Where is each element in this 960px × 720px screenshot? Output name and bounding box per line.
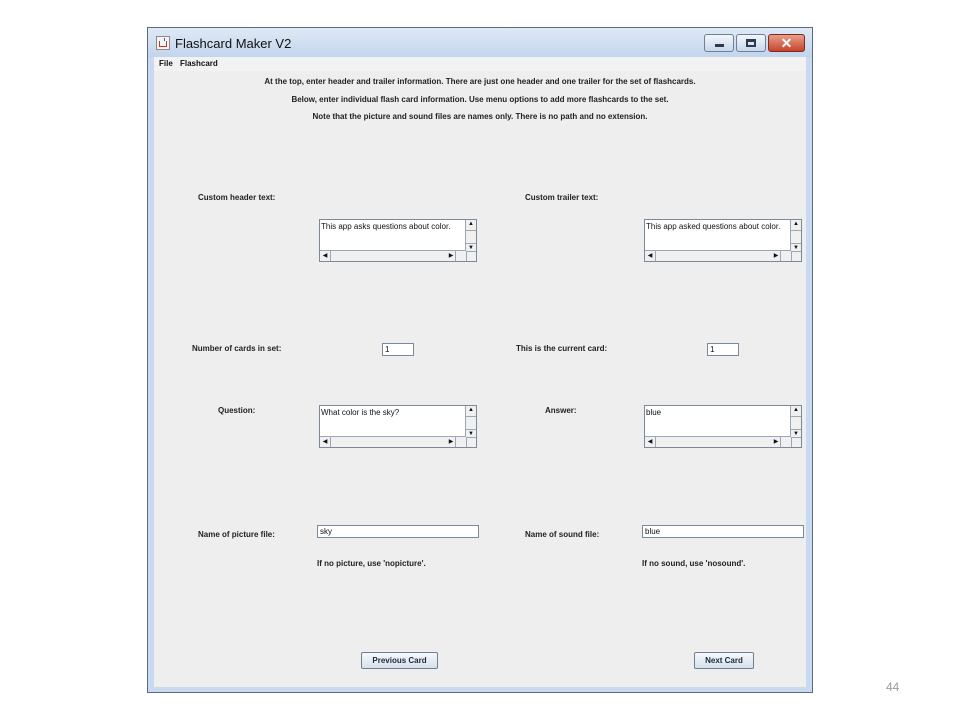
menu-file[interactable]: File [159, 59, 173, 68]
next-card-button[interactable]: Next Card [694, 652, 754, 669]
answer-text: blue [646, 408, 662, 417]
header-text: This app asks questions about color. [321, 222, 451, 231]
scroll-up-icon[interactable]: ▲ [793, 407, 799, 413]
instruction-line-2: Below, enter individual flash card information. Use menu options to add more flashcards to the set. [291, 95, 669, 104]
maximize-button[interactable] [736, 34, 766, 52]
trailer-textarea[interactable] [644, 219, 802, 262]
menu-flashcard[interactable]: Flashcard [180, 59, 218, 68]
instruction-line-3: Note that the picture and sound files are names only. There is no path and no extension. [312, 112, 648, 121]
header-label: Custom header text: [198, 193, 276, 202]
scroll-left-icon[interactable]: ◀ [322, 253, 328, 259]
scroll-up-icon[interactable]: ▲ [468, 221, 474, 227]
scroll-right-icon[interactable]: ▶ [448, 253, 454, 259]
close-button[interactable] [768, 34, 805, 52]
question-text: What color is the sky? [321, 408, 400, 417]
question-textarea[interactable] [319, 405, 477, 448]
scroll-left-icon[interactable]: ◀ [647, 253, 653, 259]
java-app-icon [156, 36, 170, 50]
vertical-scrollbar[interactable] [790, 220, 801, 252]
scroll-corner [791, 437, 801, 447]
minimize-icon [715, 44, 724, 47]
header-textarea[interactable] [319, 219, 477, 262]
window-title: Flashcard Maker V2 [175, 36, 292, 51]
vertical-scrollbar[interactable] [790, 406, 801, 438]
scroll-right-icon[interactable]: ▶ [773, 439, 779, 445]
instruction-line-1: At the top, enter header and trailer information. There are just one header and one trailer for the set of flashcards. [264, 77, 696, 86]
trailer-label: Custom trailer text: [525, 193, 599, 202]
answer-label: Answer: [545, 406, 577, 415]
vertical-scrollbar[interactable] [465, 406, 476, 438]
scroll-right-icon[interactable]: ▶ [448, 439, 454, 445]
question-label: Question: [218, 406, 256, 415]
scroll-down-icon[interactable]: ▼ [468, 431, 474, 437]
scroll-right-icon[interactable]: ▶ [773, 253, 779, 259]
scroll-left-icon[interactable]: ◀ [322, 439, 328, 445]
form-panel [154, 71, 806, 687]
trailer-text: This app asked questions about color. [646, 222, 781, 231]
scroll-left-icon[interactable]: ◀ [647, 439, 653, 445]
scroll-up-icon[interactable]: ▲ [793, 221, 799, 227]
maximize-icon [746, 39, 756, 47]
current-card-label: This is the current card: [516, 344, 608, 353]
scroll-down-icon[interactable]: ▼ [468, 245, 474, 251]
previous-card-button[interactable]: Previous Card [361, 652, 438, 669]
sound-file-field[interactable]: blue [642, 525, 804, 538]
horizontal-scrollbar[interactable] [320, 436, 466, 447]
vertical-scrollbar[interactable] [465, 220, 476, 252]
horizontal-scrollbar[interactable] [645, 250, 791, 261]
answer-textarea[interactable] [644, 405, 802, 448]
scroll-corner [791, 251, 801, 261]
scroll-corner [466, 437, 476, 447]
menu-bar [154, 57, 806, 71]
minimize-button[interactable] [704, 34, 734, 52]
horizontal-scrollbar[interactable] [645, 436, 791, 447]
title-bar[interactable] [148, 28, 812, 57]
close-icon: ✕ [780, 35, 793, 51]
scroll-corner [466, 251, 476, 261]
card-count-field[interactable]: 1 [382, 343, 414, 356]
scroll-up-icon[interactable]: ▲ [468, 407, 474, 413]
flashcard-maker-window [147, 27, 813, 693]
card-count-label: Number of cards in set: [192, 344, 282, 353]
picture-file-label: Name of picture file: [198, 530, 275, 539]
picture-file-field[interactable]: sky [317, 525, 479, 538]
slide-page-number: 44 [886, 680, 900, 694]
sound-file-label: Name of sound file: [525, 530, 600, 539]
scroll-down-icon[interactable]: ▼ [793, 431, 799, 437]
current-card-field[interactable]: 1 [707, 343, 739, 356]
scroll-down-icon[interactable]: ▼ [793, 245, 799, 251]
sound-hint: If no sound, use 'nosound'. [642, 559, 746, 568]
picture-hint: If no picture, use 'nopicture'. [317, 559, 426, 568]
horizontal-scrollbar[interactable] [320, 250, 466, 261]
